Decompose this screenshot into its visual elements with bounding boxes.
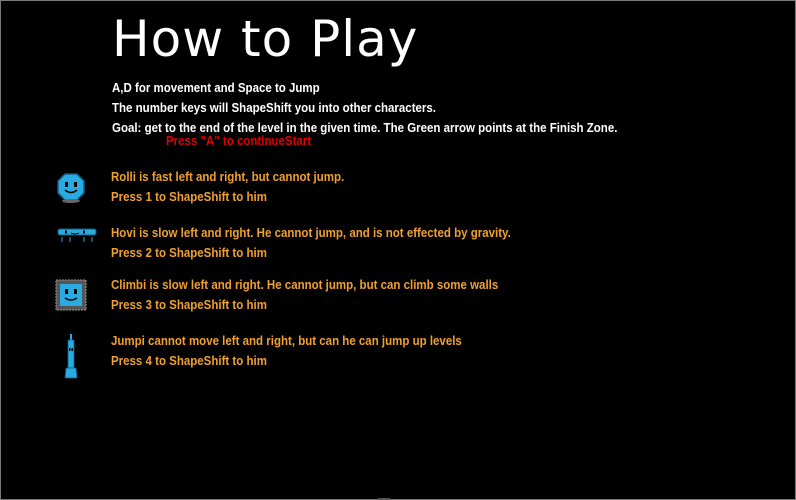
climbi-description: Climbi is slow left and right. He cannot jump, but can climb some walls — [111, 278, 499, 292]
character-hovi — [54, 226, 694, 266]
hovi-description: Hovi is slow left and right. He cannot jump, and is not effected by gravity. — [111, 226, 511, 240]
instruction-shapeshift: The number keys will ShapeShift you into other characters. — [112, 101, 436, 115]
character-jumpi — [54, 334, 694, 374]
character-rolli — [54, 170, 694, 210]
page-title: How to Play — [112, 10, 419, 68]
instructions — [112, 78, 617, 138]
jumpi-shift-hint: Press 4 to ShapeShift to him — [111, 354, 267, 368]
jumpi-description: Jumpi cannot move left and right, but can he can jump up levels — [111, 334, 462, 348]
rolli-icon — [54, 170, 88, 204]
rolli-shift-hint: Press 1 to ShapeShift to him — [111, 190, 267, 204]
hovi-shift-hint: Press 2 to ShapeShift to him — [111, 246, 267, 260]
rolli-description: Rolli is fast left and right, but cannot jump. — [111, 170, 345, 184]
jumpi-icon — [54, 334, 88, 380]
hovi-icon — [57, 226, 97, 262]
character-climbi — [54, 278, 694, 318]
instruction-goal: Goal: get to the end of the level in the given time. The Green arrow points at the Finish Zone. — [112, 121, 618, 135]
climbi-icon — [54, 278, 88, 312]
instruction-movement: A,D for movement and Space to Jump — [112, 81, 320, 95]
climbi-shift-hint: Press 3 to ShapeShift to him — [111, 298, 267, 312]
continue-prompt[interactable]: Press "A" to continueStart — [166, 134, 312, 148]
